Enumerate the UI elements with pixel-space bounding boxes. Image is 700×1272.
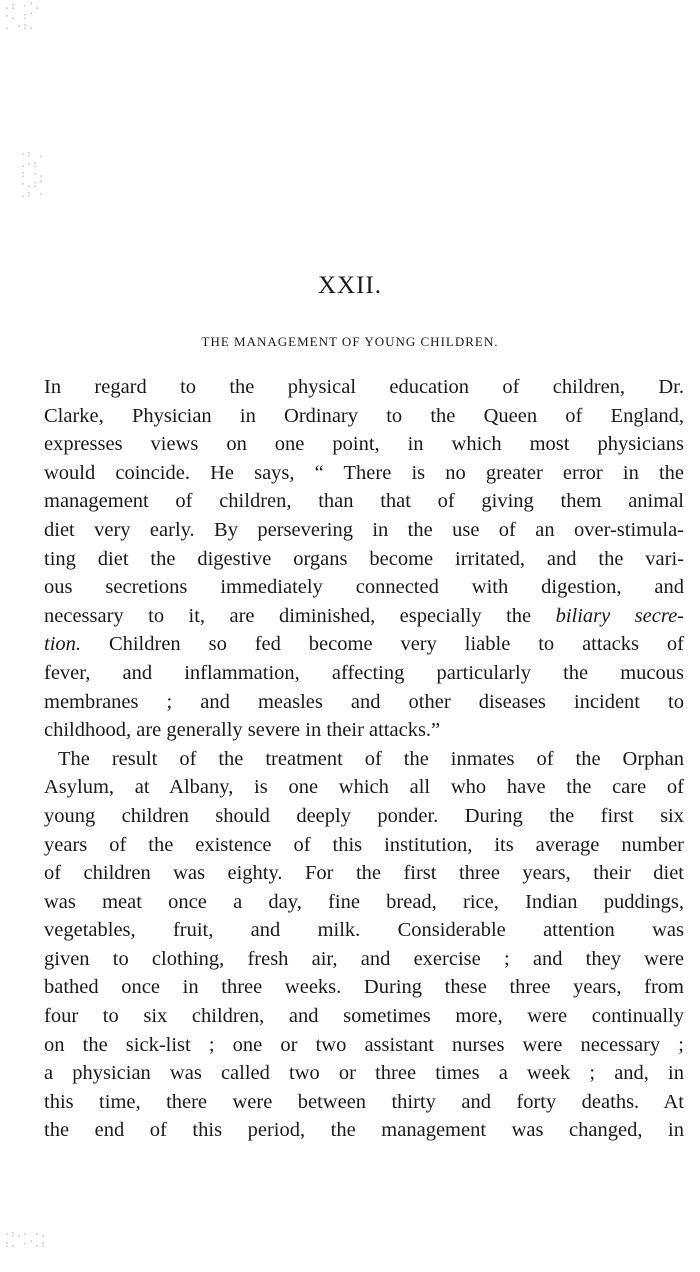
text-line: [44, 602, 684, 631]
text-fragment: necessary to it, are diminished, especially the: [44, 604, 556, 627]
text-line: would coincide. He says, “ There is no greater error in the: [44, 461, 684, 484]
text-line: a physician was called two or three times a week ; and, in: [44, 1062, 684, 1085]
text-line: given to clothing, fresh air, and exercise ; and they were: [44, 947, 684, 970]
text-line: management of children, than that of giving them animal: [44, 490, 684, 513]
italic-fragment: tion.: [44, 633, 82, 656]
text-line: In regard to the physical education of children, Dr.: [44, 376, 684, 398]
text-line: The result of the treatment of the inmates of the Orphan: [58, 747, 684, 770]
text-line: ous secretions immediately connected with digestion, and: [44, 576, 684, 599]
text-line: this time, there were between thirty and forty deaths. At: [44, 1090, 684, 1113]
text-line: childhood, are generally severe in their attacks.”: [44, 719, 441, 742]
text-line: of children was eighty. For the first three years, their diet: [44, 862, 684, 885]
text-line: expresses views on one point, in which most physicians: [44, 433, 684, 456]
margin-speckle-top: .: ·'. ·. :' . ·:.: [4, 1, 41, 32]
text-line: diet very early. By persevering in the use of an over-stimula-: [44, 518, 684, 541]
text-line: Asylum, at Albany, is one which all who have the care of: [44, 776, 684, 799]
text-line: ting diet the digestive organs become irritated, and the vari-: [44, 547, 684, 570]
chapter-number: XXII.: [317, 272, 382, 299]
margin-speckle-mid: ·: . .·: : ·. ·.:' .: ·: [20, 149, 45, 200]
text-line: was meat once a day, fine bread, rice, Indian puddings,: [44, 890, 684, 913]
text-line: tion. Children so fed become very liable to attacks of: [44, 633, 684, 656]
text-line: the end of this period, the management was changed, in: [44, 1119, 684, 1142]
body-text: [44, 373, 684, 1145]
italic-fragment: biliary secre-: [555, 604, 684, 627]
chapter-title: THE MANAGEMENT OF YOUNG CHILDREN.: [201, 334, 499, 349]
text-line: young children should deeply ponder. During the first six: [44, 804, 684, 827]
text-line: Clarke, Physician in Ordinary to the Queen of England,: [44, 404, 684, 427]
text-line: bathed once in three weeks. During these three years, from: [44, 976, 684, 999]
margin-speckle-bottom: ·:.· ·. :. ·'.:: [4, 1229, 47, 1250]
paragraph-1: [44, 373, 684, 745]
paragraph-2: [44, 745, 684, 1145]
text-line: vegetables, fruit, and milk. Considerable attention was: [44, 919, 684, 942]
text-line: membranes ; and measles and other diseases incident to: [44, 690, 684, 713]
text-line: years of the existence of this institution, its average number: [44, 833, 684, 856]
text-line: four to six children, and sometimes more, were continually: [44, 1005, 684, 1028]
text-line: fever, and inflammation, affecting particularly the mucous: [44, 661, 684, 684]
text-line: on the sick-list ; one or two assistant nurses were necessary ;: [44, 1033, 684, 1056]
